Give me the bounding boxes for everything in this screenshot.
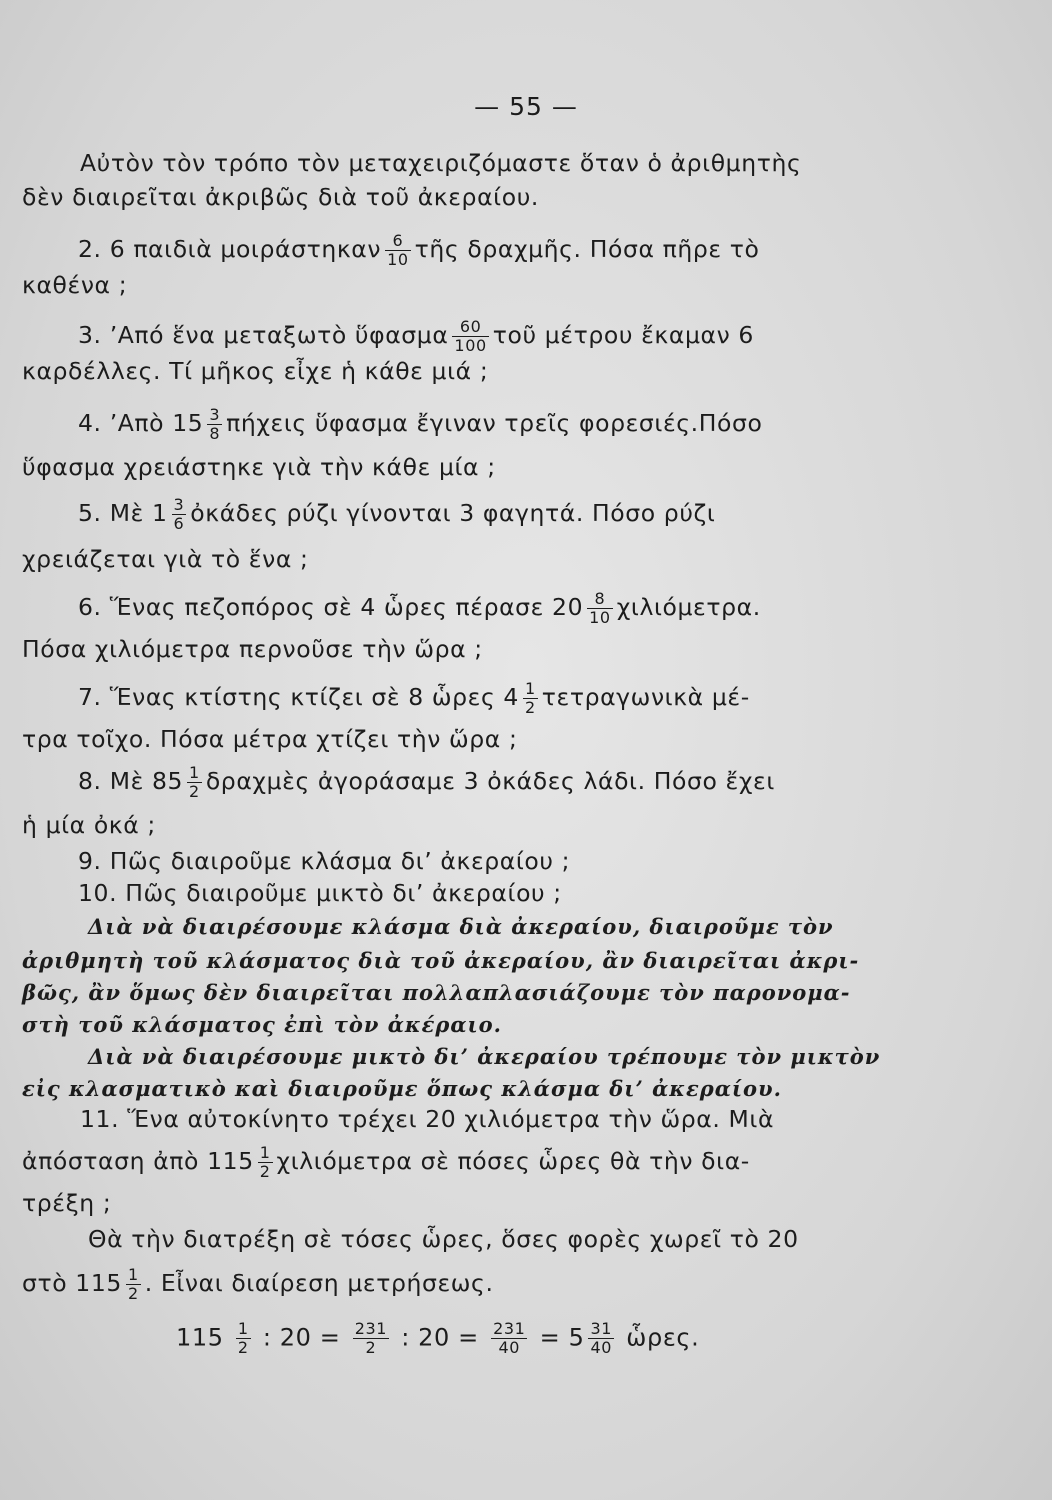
exercise-7: 7. Ἕνας κτίστης κτίζει σὲ 8 ὧρες 4 $\frac{1}{2}$ τετραγωνικὰ μέ- [78,679,750,717]
solution-text: Θὰ τὴν διατρέξη σὲ τόσες ὧρες, ὅσες φορὲς χωρεῖ τὸ 20 [88,1225,799,1253]
fraction: $\frac{3}{6}$ [173,495,185,533]
rule-text: εἰς κλασματικὸ καὶ διαιροῦμε ὅπως κλάσμα δι’ ἀκεραίου. [22,1076,782,1101]
text-line: τρα τοῖχο. Πόσα μέτρα χτίζει τὴν ὥρα ; [22,725,518,753]
fraction: $\frac{6}{10}$ [387,231,409,269]
fraction: $\frac{1}{2}$ [127,1265,139,1303]
text-line: χρειάζεται γιὰ τὸ ἕνα ; [22,545,309,573]
rule-text: ἀριθμητὴ τοῦ κλάσματος διὰ τοῦ ἀκεραίου, ἂν διαιρεῖται ἀκρι- [22,948,860,973]
solution-text: στὸ 115 $\frac{1}{2}$ . Εἶναι διαίρεση μετρήσεως. [22,1265,494,1303]
fraction: $\frac{1}{2}$ [259,1143,271,1181]
text-line: ἀπόσταση ἀπὸ 115 $\frac{1}{2}$ χιλιόμετρα σὲ πόσες ὧρες θὰ τὴν δια- [22,1143,750,1181]
text-line: Αὐτὸν τὸν τρόπο τὸν μεταχειριζόμαστε ὅταν ὁ ἀριθμητὴς [80,149,802,177]
rule-text: Διὰ νὰ διαιρέσουμε μικτὸ δι’ ἀκεραίου τρέπουμε τὸν μικτὸν [88,1044,881,1069]
fraction: $\frac{60}{100}$ [454,317,487,355]
text-line: Πόσα χιλιόμετρα περνοῦσε τὴν ὥρα ; [22,635,483,663]
text-line: καθένα ; [22,271,128,299]
page-number: — 55 — [474,92,578,121]
exercise-9: 9. Πῶς διαιροῦμε κλάσμα δι’ ἀκεραίου ; [78,847,571,875]
exercise-5: 5. Μὲ 1 $\frac{3}{6}$ ὀκάδες ρύζι γίνονται 3 φαγητά. Πόσο ρύζι [78,495,716,533]
fraction: $\frac{1}{2}$ [524,679,536,717]
exercise-8: 8. Μὲ 85 $\frac{1}{2}$ δραχμὲς ἀγοράσαμε 3 ὀκάδες λάδι. Πόσο ἔχει [78,763,775,801]
fraction: $\frac{1}{2}$ [237,1319,249,1357]
text-line: δὲν διαιρεῖται ἀκριβῶς διὰ τοῦ ἀκεραίου. [22,183,539,211]
rule-text: βῶς, ἂν ὅμως δὲν διαιρεῖται πολλαπλασιάζουμε τὸν παρονομα- [22,980,851,1005]
rule-text: στὴ τοῦ κλάσματος ἐπὶ τὸν ἀκέραιο. [22,1012,502,1037]
fraction: $\frac{31}{40}$ [590,1319,613,1357]
fraction: $\frac{231}{40}$ [493,1319,526,1357]
exercise-3: 3. ’Από ἕνα μεταξωτὸ ὕφασμα $\frac{60}{100}$ τοῦ μέτρου ἔκαμαν 6 [78,317,754,355]
text-line: ὕφασμα χρειάστηκε γιὰ τὴν κάθε μία ; [22,453,496,481]
fraction: $\frac{1}{2}$ [189,763,200,801]
exercise-6: 6. Ἕνας πεζοπόρος σὲ 4 ὧρες πέρασε 20 $\frac{8}{10}$ χιλιόμετρα. [78,589,761,627]
fraction: $\frac{8}{10}$ [589,589,611,627]
exercise-10: 10. Πῶς διαιροῦμε μικτὸ δι’ ἀκεραίου ; [78,879,562,907]
fraction: $\frac{3}{8}$ [209,405,221,443]
exercise-4: 4. ’Απὸ 15 $\frac{3}{8}$ πήχεις ὕφασμα ἔγιναν τρεῖς φορεσιές.Πόσο [78,405,763,443]
text-line: τρέξη ; [22,1189,112,1217]
exercise-2: 2. 6 παιδιὰ μοιράστηκαν $\frac{6}{10}$ τῆς δραχμῆς. Πόσα πῆρε τὸ [78,231,760,269]
text-line: καρδέλλες. Τί μῆκος εἶχε ἡ κάθε μιά ; [22,357,489,385]
fraction: $\frac{231}{2}$ [354,1319,388,1357]
exercise-11: 11. Ἕνα αὐτοκίνητο τρέχει 20 χιλιόμετρα τὴν ὥρα. Μιὰ [80,1105,775,1133]
rule-text: Διὰ νὰ διαιρέσουμε κλάσμα διὰ ἀκεραίου, διαιροῦμε τὸν [88,914,834,939]
equation: 115 $\frac{1}{2}$ : 20 = $\frac{231}{2}$ : 20 = $\frac{231}{40}$ = 5 $\frac{31}{40}$ ὧρες. [176,1319,700,1357]
text-line: ἡ μία ὀκά ; [22,811,156,839]
